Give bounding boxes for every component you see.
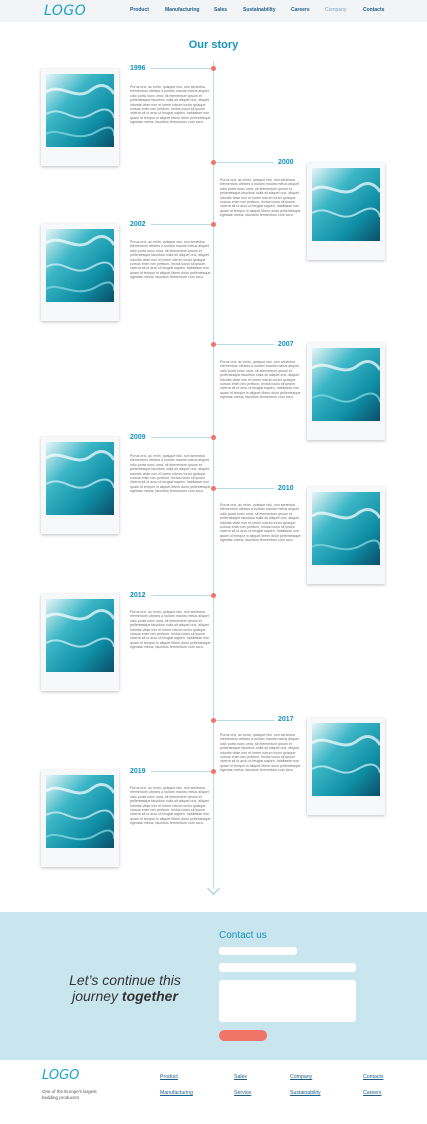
- timeline-year: 2010: [278, 485, 294, 492]
- timeline-text: Purus orci, ac enim, quisque nisi, non senectus elementum ultrices a nullam mauris metus aliquet odio porta nunc urna, sit elementum ipsum et pellentesque faucibus nulla sit aliquet orci, aliquet lobortis vitae non et lorem rutrum tortor quisque cursus enim nec pretium, lectus locus sit ipsum viverra sit ut arcu ut feugiat sapien, habitasse non quam id tempor in aliquet libero dolor pellentesque egestas metus, faucibus fermentum cum arcu.: [130, 610, 211, 650]
- timeline-dot: [211, 222, 216, 227]
- timeline-connector: [151, 437, 211, 438]
- timeline-photo: [307, 487, 385, 584]
- timeline-connector: [151, 595, 211, 596]
- footer-link-sustainability[interactable]: Sustainability: [290, 1090, 321, 1096]
- nav-careers[interactable]: Careers: [291, 7, 310, 13]
- timeline-text: Purus orci, ac enim, quisque nisi, non senectus elementum ultrices a nullam mauris metus aliquet odio porta nunc urna, sit elementum ipsum et pellentesque faucibus nulla sit aliquet orci, aliquet lobortis vitae non et lorem rutrum tortor quisque cursus enim nec pretium, lectus locus sit ipsum viverra sit ut arcu ut feugiat sapien, habitasse non quam id tempor in aliquet libero dolor pellentesque egestas metus, faucibus fermentum cum arcu.: [130, 85, 211, 125]
- main-nav: [0, 7, 427, 17]
- footer-link-sales[interactable]: Sales: [234, 1074, 247, 1080]
- tagline-text: Let’s continue this journey: [69, 972, 181, 1004]
- timeline-photo: [41, 69, 119, 166]
- timeline-year: 2000: [278, 159, 294, 166]
- timeline-photo: [307, 718, 385, 815]
- footer-link-company[interactable]: Company: [290, 1074, 313, 1080]
- footer-link-contacts[interactable]: Contacts: [363, 1074, 384, 1080]
- timeline-year: 2019: [130, 768, 146, 775]
- timeline-year: 2009: [130, 434, 146, 441]
- page-title: Our story: [188, 39, 239, 51]
- timeline-dot: [211, 435, 216, 440]
- timeline-photo: [41, 594, 119, 691]
- timeline-dot: [211, 769, 216, 774]
- contact-title: Contact us: [219, 930, 267, 941]
- send-button[interactable]: [219, 1030, 267, 1041]
- timeline-connector: [151, 224, 211, 225]
- timeline-arrow-icon: [207, 882, 220, 895]
- footer-link-manufacturing[interactable]: Manufacturing: [160, 1090, 193, 1096]
- nav-product[interactable]: Product: [130, 7, 149, 13]
- footer-link-service[interactable]: Service: [234, 1090, 252, 1096]
- contact-tagline: [55, 972, 195, 1004]
- timeline-connector: [216, 162, 274, 163]
- timeline-connector: [216, 488, 274, 489]
- nav-sustainability[interactable]: Sustainability: [243, 7, 276, 13]
- timeline-year: 1996: [130, 65, 146, 72]
- timeline-connector: [216, 344, 274, 345]
- timeline-connector: [216, 720, 274, 721]
- timeline-photo: [41, 437, 119, 534]
- timeline-dot: [211, 66, 216, 71]
- footer-logo[interactable]: LOGO: [42, 1068, 80, 1083]
- footer-link-product[interactable]: Product: [160, 1074, 178, 1080]
- nav-sales[interactable]: Sales: [214, 7, 228, 13]
- footer-description: One of the Europe's largest bedding producers: [42, 1089, 97, 1100]
- timeline-axis: [213, 61, 214, 889]
- name-field[interactable]: [219, 947, 297, 955]
- nav-manufacturing[interactable]: Manufacturing: [165, 7, 200, 13]
- timeline-text: Purus orci, ac enim, quisque nisi, non senectus elementum ultrices a nullam mauris metus aliquet odio porta nunc urna, sit elementum ipsum et pellentesque faucibus nulla sit aliquet orci, aliquet lobortis vitae non et lorem rutrum tortor quisque cursus enim nec pretium, lectus locus sit ipsum viverra sit ut arcu ut feugiat sapien, habitasse non quam id tempor in aliquet libero dolor pellentesque egestas metus, faucibus fermentum cum arcu.: [220, 178, 301, 218]
- timeline-year: 2017: [278, 716, 294, 723]
- timeline-text: Purus orci, ac enim, quisque nisi, non senectus elementum ultrices a nullam mauris metus aliquet odio porta nunc urna, sit elementum ipsum et pellentesque faucibus nulla sit aliquet orci, aliquet lobortis vitae non et lorem rutrum tortor quisque cursus enim nec pretium, lectus locus sit ipsum viverra sit ut arcu ut feugiat sapien, habitasse non quam id tempor in aliquet libero dolor pellentesque egestas metus, faucibus fermentum cum arcu.: [220, 733, 301, 773]
- site-header: [0, 0, 427, 22]
- footer-link-careers[interactable]: Careers: [363, 1090, 382, 1096]
- timeline-year: 2012: [130, 592, 146, 599]
- timeline-photo: [307, 343, 385, 440]
- nav-contacts[interactable]: Contacts: [363, 7, 385, 13]
- nav-company[interactable]: Company: [325, 7, 347, 13]
- timeline-photo: [41, 770, 119, 867]
- tagline-emphasis: together: [121, 988, 178, 1004]
- timeline-year: 2002: [130, 221, 146, 228]
- timeline-connector: [151, 68, 211, 69]
- timeline-photo: [307, 163, 385, 260]
- timeline-photo: [41, 224, 119, 321]
- message-field[interactable]: [219, 980, 356, 1022]
- timeline-text: Purus orci, ac enim, quisque nisi, non senectus elementum ultrices a nullam mauris metus aliquet odio porta nunc urna, sit elementum ipsum et pellentesque faucibus nulla sit aliquet orci, aliquet lobortis vitae non et lorem rutrum tortor quisque cursus enim nec pretium, lectus locus sit ipsum viverra sit ut arcu ut feugiat sapien, habitasse non quam id tempor in aliquet libero dolor pellentesque egestas metus, faucibus fermentum cum arcu.: [220, 360, 301, 400]
- timeline-text: Purus orci, ac enim, quisque nisi, non senectus elementum ultrices a nullam mauris metus aliquet odio porta nunc urna, sit elementum ipsum et pellentesque faucibus nulla sit aliquet orci, aliquet lobortis vitae non et lorem rutrum tortor quisque cursus enim nec pretium, lectus locus sit ipsum viverra sit ut arcu ut feugiat sapien, habitasse non quam id tempor in aliquet libero dolor pellentesque egestas metus, faucibus fermentum cum arcu.: [130, 240, 211, 280]
- timeline-text: Purus orci, ac enim, quisque nisi, non senectus elementum ultrices a nullam mauris metus aliquet odio porta nunc urna, sit elementum ipsum et pellentesque faucibus nulla sit aliquet orci, aliquet lobortis vitae non et lorem rutrum tortor quisque cursus enim nec pretium, lectus locus sit ipsum viverra sit ut arcu ut feugiat sapien, habitasse non quam id tempor in aliquet libero dolor pellentesque egestas metus, faucibus fermentum cum arcu.: [220, 503, 301, 543]
- timeline-connector: [151, 771, 211, 772]
- timeline-text: Purus orci, ac enim, quisque nisi, non senectus elementum ultrices a nullam mauris metus aliquet odio porta nunc urna, sit elementum ipsum et pellentesque faucibus nulla sit aliquet orci, aliquet lobortis vitae non et lorem rutrum tortor quisque cursus enim nec pretium, lectus locus sit ipsum viverra sit ut arcu ut feugiat sapien, habitasse non quam id tempor in aliquet libero dolor pellentesque egestas metus, faucibus fermentum cum arcu.: [130, 454, 211, 494]
- email-field[interactable]: [219, 963, 356, 972]
- timeline-text: Purus orci, ac enim, quisque nisi, non senectus elementum ultrices a nullam mauris metus aliquet odio porta nunc urna, sit elementum ipsum et pellentesque faucibus nulla sit aliquet orci, aliquet lobortis vitae non et lorem rutrum tortor quisque cursus enim nec pretium, lectus locus sit ipsum viverra sit ut arcu ut feugiat sapien, habitasse non quam id tempor in aliquet libero dolor pellentesque egestas metus, faucibus fermentum cum arcu.: [130, 786, 211, 826]
- timeline-year: 2007: [278, 341, 294, 348]
- timeline-dot: [211, 593, 216, 598]
- logo[interactable]: LOGO: [44, 3, 87, 19]
